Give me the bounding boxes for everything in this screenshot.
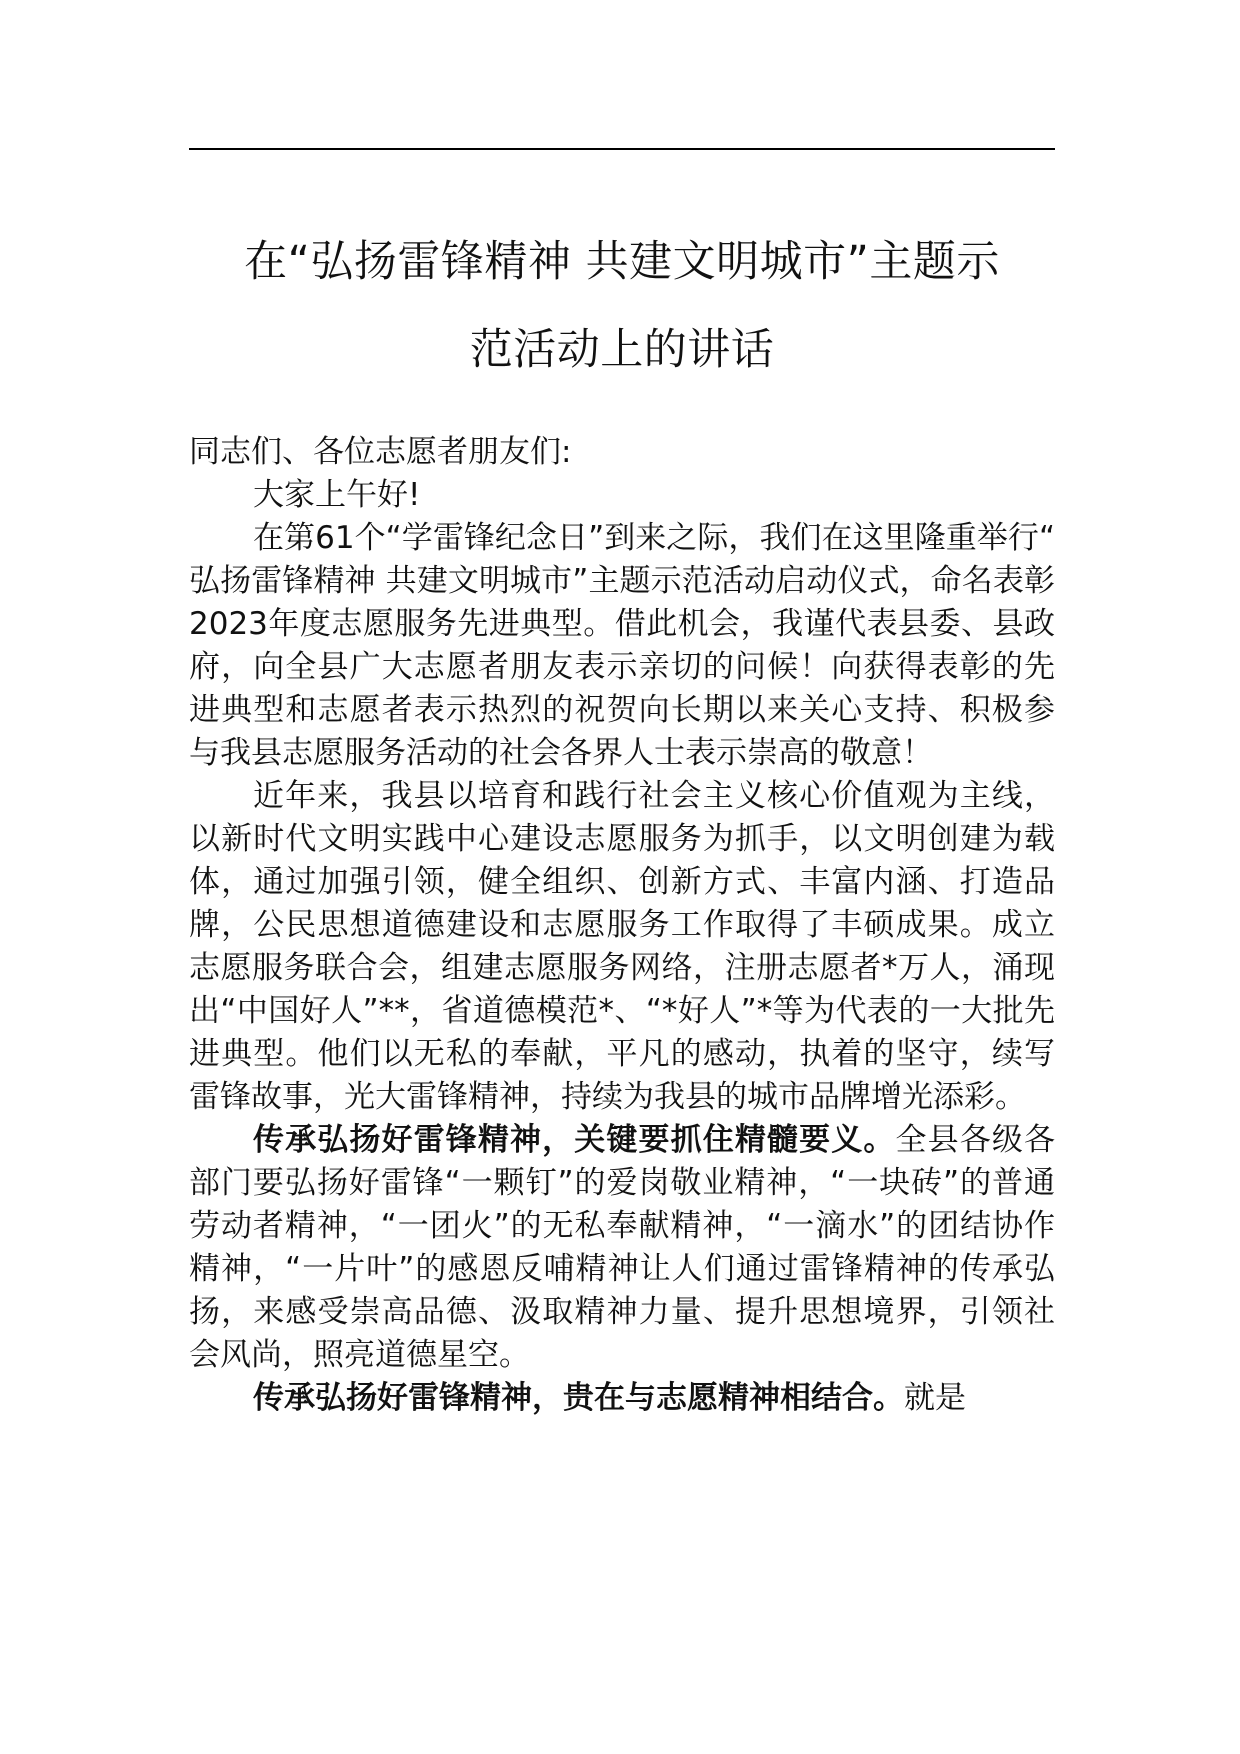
paragraph-3-text: 全县各级各部门要弘扬好雷锋“一颗钉”的爱岗敬业精神，“一块砖”的普通劳动者精神，“一团火”的无私奉献精神，“一滴水”的团结协作精神，“一片叶”的感恩反哺精神让人们通过雷锋精神的传承弘扬，来感受崇高品德、汲取精神力量、提升思想境界，引领社会风尚，照亮道德星空。 bbox=[189, 1122, 1055, 1373]
title-line-2: 范活动上的讲话 bbox=[469, 325, 775, 375]
greeting: 大家上午好! bbox=[253, 477, 421, 513]
title-line-1: 在“弘扬雷锋精神 共建文明城市”主题示 bbox=[244, 237, 1000, 287]
paragraph-2: 近年来，我县以培育和践行社会主义核心价值观为主线，以新时代文明实践中心建设志愿服务为抓手，以文明创建为载体，通过加强引领，健全组织、创新方式、丰富内涵、打造品牌，公民思想道德建设和志愿服务工作取得了丰硕成果。成立志愿服务联合会，组建志愿服务网络，注册志愿者*万人，涌现出“中国好人”**，省道德模范*、“*好人”*等为代表的一大批先进典型。他们以无私的奉献，平凡的感动，执着的坚守，续写雷锋故事，光大雷锋精神，持续为我县的城市品牌增光添彩。 bbox=[189, 778, 1055, 1115]
paragraph-4 bbox=[189, 1377, 1055, 1420]
document-title bbox=[189, 218, 1055, 394]
paragraph-3-heading: 传承弘扬好雷锋精神，关键要抓住精髓要义。 bbox=[253, 1122, 896, 1158]
paragraph-4-heading: 传承弘扬好雷锋精神，贵在与志愿精神相结合。 bbox=[253, 1380, 904, 1416]
document-body bbox=[189, 431, 1055, 1420]
paragraph-3 bbox=[189, 1119, 1055, 1377]
header-rule bbox=[189, 148, 1055, 150]
paragraph-4-text: 就是 bbox=[904, 1380, 966, 1416]
salutation: 同志们、各位志愿者朋友们: bbox=[189, 434, 572, 470]
paragraph-1: 在第61个“学雷锋纪念日”到来之际，我们在这里隆重举行“弘扬雷锋精神 共建文明城市”主题示范活动启动仪式，命名表彰2023年度志愿服务先进典型。借此机会，我谨代表县委、县政府，向全县广大志愿者朋友表示亲切的问候！向获得表彰的先进典型和志愿者表示热烈的祝贺向长期以来关心支持、积极参与我县志愿服务活动的社会各界人士表示崇高的敬意！ bbox=[189, 520, 1055, 771]
